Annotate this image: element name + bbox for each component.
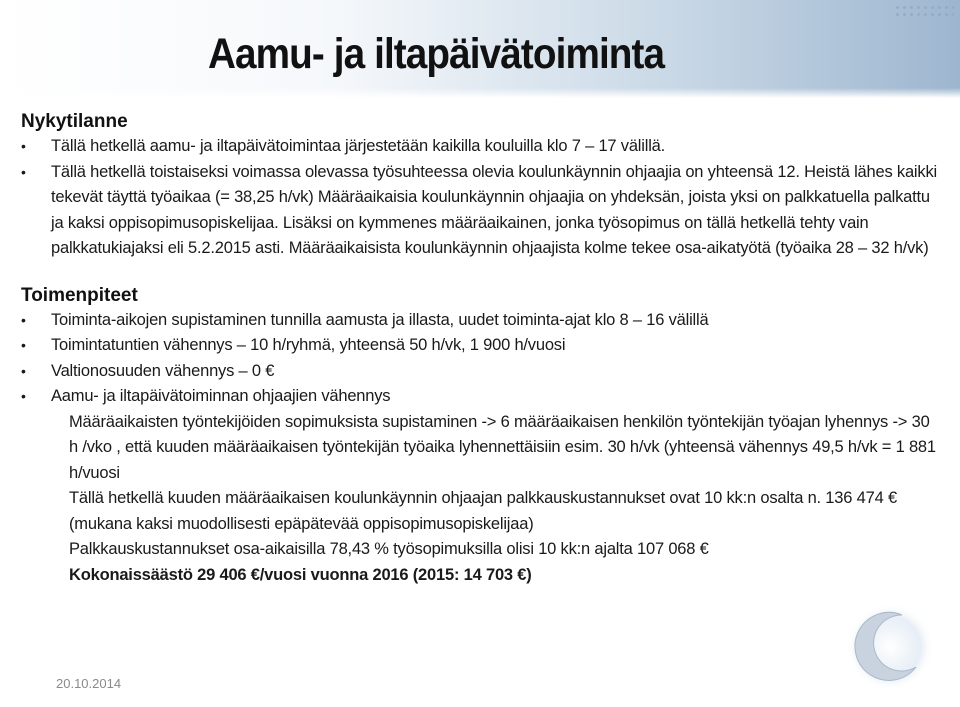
slide-content bbox=[21, 110, 941, 588]
bullet-text: Toimintatuntien vähennys – 10 h/ryhmä, yhteensä 50 h/vk, 1 900 h/vuosi bbox=[51, 336, 566, 354]
bullet-list bbox=[21, 308, 941, 410]
bullet-icon: • bbox=[21, 138, 26, 154]
decorative-dots bbox=[894, 4, 954, 18]
section-measures bbox=[21, 284, 941, 589]
bullet-icon: • bbox=[21, 311, 26, 328]
slide-title: Aamu- ja iltapäivätoiminta bbox=[208, 30, 665, 78]
bullet-item bbox=[21, 359, 941, 385]
bullet-item bbox=[21, 333, 941, 359]
detail-text: Määräaikaisten työntekijöiden sopimuksista supistaminen -> 6 määräaikaisen henkilön työntekijän työajan lyhennys -> 30 h /vko , että kuuden määräaikaisen työntekijän työaika lyhennettäisiin esim. 30 h/vk (yhteensä vähennys 49,5 h/vk = 1 881 h/vuosi bbox=[69, 412, 936, 482]
section-current-situation bbox=[21, 110, 941, 262]
bullet-icon: • bbox=[21, 362, 26, 379]
slide-date: 20.10.2014 bbox=[56, 676, 122, 691]
bullet-item bbox=[21, 134, 941, 160]
section-heading: Toimenpiteet bbox=[21, 284, 138, 306]
crescent-moon-icon bbox=[844, 601, 936, 693]
bullet-icon: • bbox=[21, 388, 26, 404]
bullet-text: Tällä hetkellä toistaiseksi voimassa olevassa työsuhteessa olevia koulunkäynnin ohjaajia on yhteensä 12. Heistä lähes kaikki tekevät täyttä työaikaa (= 38,25 h/vk) Määräaikaisia koulunkäynnin ohjaajia on yhdeksän, joista yksi on palkkatuella palkattu ja kaksi oppisopimusopiskelijaa. Lisäksi on kymmenes määräaikainen, jonka työsopimus on tällä hetkellä tehty vain palkkatukiajaksi eli 5.2.2015 asti. Määräaikaisista koulunkäynnin ohjaajista kolme tekee osa-aikatyötä (työaika 28 – 32 h/vk) bbox=[51, 162, 937, 257]
detail-block bbox=[21, 410, 941, 589]
bullet-text: Valtionosuuden vähennys – 0 € bbox=[51, 361, 275, 380]
bullet-text: Tällä hetkellä aamu- ja iltapäivätoimintaa järjestetään kaikilla kouluilla klo 7 – 17 välillä. bbox=[51, 137, 666, 155]
section-heading: Nykytilanne bbox=[21, 111, 128, 132]
bullet-item bbox=[21, 308, 941, 334]
bullet-text: Toiminta-aikojen supistaminen tunnilla aamusta ja illasta, uudet toiminta-ajat klo 8 – 16 välillä bbox=[51, 310, 709, 329]
bullet-icon: • bbox=[21, 163, 26, 180]
bullet-item bbox=[21, 160, 941, 262]
bullet-item bbox=[21, 384, 941, 410]
bullet-text: Aamu- ja iltapäivätoiminnan ohjaajien vähennys bbox=[51, 387, 391, 405]
bullet-icon: • bbox=[21, 337, 26, 353]
detail-text: Tällä hetkellä kuuden määräaikaisen koulunkäynnin ohjaajan palkkauskustannukset ovat 10 kk:n osalta n. 136 474 € (mukana kaksi muodollisesti epäpätevää oppisopimusopiskelijaa) bbox=[69, 489, 897, 533]
total-savings-text: Kokonaissäästö 29 406 €/vuosi vuonna 2016 (2015: 14 703 €) bbox=[69, 565, 532, 584]
detail-text: Palkkauskustannukset osa-aikaisilla 78,43 % työsopimuksilla olisi 10 kk:n ajalta 107 068 € bbox=[69, 540, 709, 558]
bullet-list bbox=[21, 134, 941, 262]
